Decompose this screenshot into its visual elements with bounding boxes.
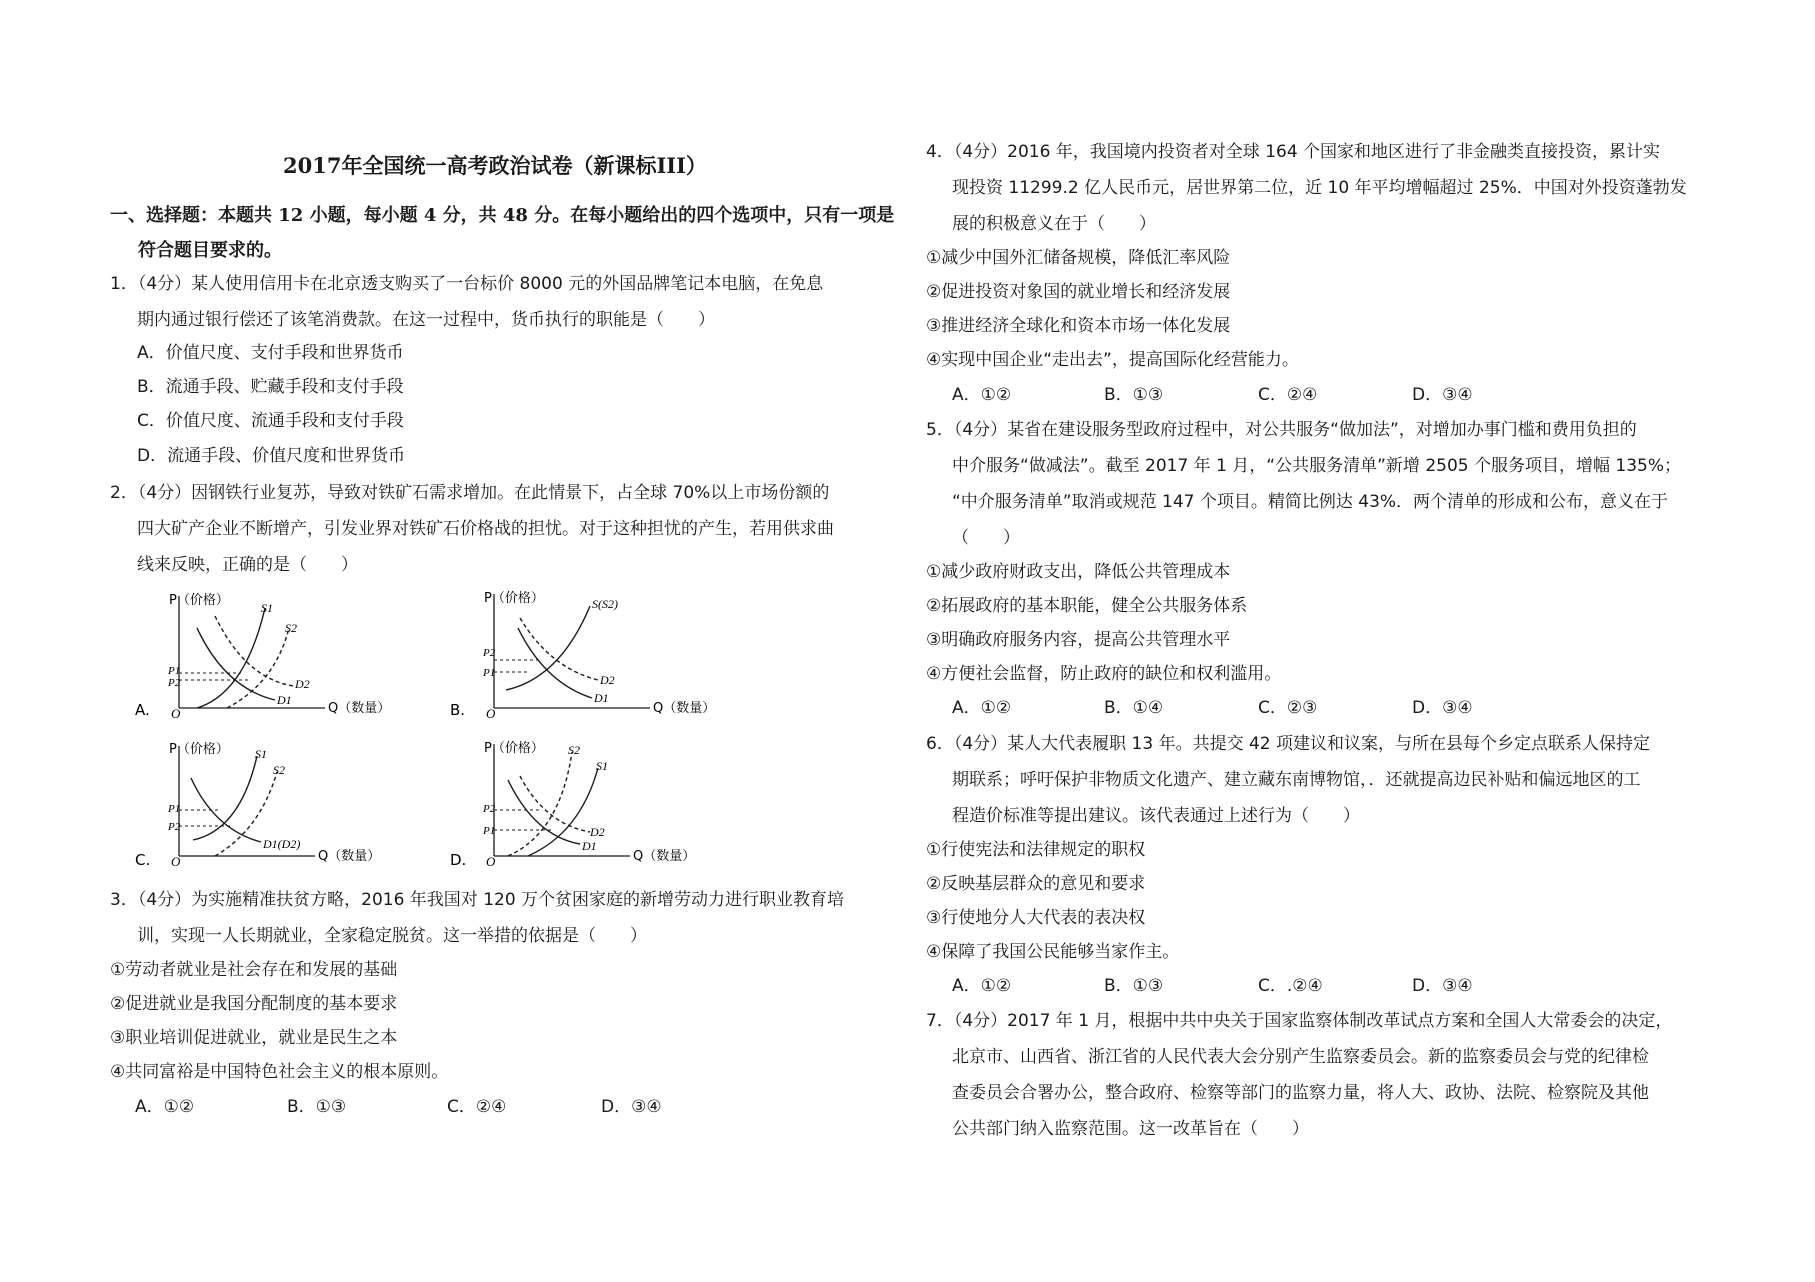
graph-d-s2-label: S2 — [568, 743, 580, 757]
q6-line1: 6．（4分）某人大代表履职 13 年。共提交 42 项建议和议案，与所在县每个乡定点联系人保持定 — [926, 734, 1651, 754]
section-heading — [110, 198, 905, 268]
q4-line2: 现投资 11299.2 亿人民币元，居世界第二位，近 10 年平均增幅超过 25%．中国对外投资蓬勃发 — [952, 178, 1687, 198]
q1-option-d: D．流通手段、价值尺度和世界货币 — [137, 446, 406, 466]
graph-d-p-axis-label: P（价格） — [484, 741, 544, 756]
graph-a-s2-label: S2 — [285, 621, 297, 635]
graph-d-supply-2 — [508, 752, 572, 856]
graph-c-q-axis-label: Q（数量） — [318, 849, 381, 864]
q6-item-4: ④保障了我国公民能够当家作主。 — [926, 942, 1180, 962]
q4-line3: 展的积极意义在于（ ） — [952, 214, 1156, 234]
q5-line2: 中介服务“做减法”。截至 2017 年 1 月，“公共服务清单”新增 2505 个服务项目，增幅 135%； — [952, 456, 1681, 476]
q5-line1: 5．（4分）某省在建设服务型政府过程中，对公共服务“做加法”，对增加办事门槛和费用负担的 — [926, 420, 1637, 440]
graph-a-label: A. — [135, 701, 150, 719]
graph-a-s1-label: S1 — [261, 601, 273, 615]
q5-option-a: A．①② — [952, 698, 1012, 718]
q5-line4: （ ） — [952, 528, 1020, 548]
page-title: 2017年全国统一高考政治试卷（新课标III） — [283, 153, 707, 178]
q3-option-a: A．①② — [135, 1097, 195, 1117]
q4-option-b: B．①③ — [1104, 385, 1164, 405]
graph-b-supply — [506, 606, 590, 690]
q2-line2: 四大矿产企业不断增产，引发业界对铁矿石价格战的担忧。对于这种担忧的产生，若用供求曲 — [137, 519, 834, 539]
q5-item-1: ①减少政府财政支出，降低公共管理成本 — [926, 562, 1231, 582]
graph-c — [135, 738, 415, 873]
q6-line3: 程造价标准等提出建议。该代表通过上述行为（ ） — [952, 806, 1360, 826]
q4-item-3: ③推进经济全球化和资本市场一体化发展 — [926, 316, 1231, 336]
q5-item-4: ④方便社会监督，防止政府的缺位和权利滥用。 — [926, 664, 1282, 684]
section-heading-line1: 一、选择题：本题共 12 小题，每小题 4 分，共 48 分。在每小题给出的四个选项中，只有一项是 — [110, 205, 895, 226]
q6-option-c: C．.②④ — [1258, 976, 1323, 996]
graph-d-origin: O — [486, 854, 496, 869]
graph-c-d-label: D1(D2) — [263, 837, 301, 851]
graph-d — [450, 738, 730, 873]
graph-a-p2-label: P2 — [168, 677, 181, 689]
q6-item-2: ②反映基层群众的意见和要求 — [926, 874, 1146, 894]
graph-c-s1-label: S1 — [255, 747, 267, 761]
graph-c-p-axis-label: P（价格） — [169, 742, 229, 757]
graph-b-s-label: S(S2) — [592, 597, 618, 611]
graph-c-label: C. — [135, 851, 151, 869]
graph-b-p-axis-label: P（价格） — [484, 591, 544, 606]
q5-option-d: D．③④ — [1412, 698, 1473, 718]
q3-item-3: ③职业培训促进就业，就业是民生之本 — [110, 1028, 398, 1048]
q3-option-c: C．②④ — [447, 1097, 507, 1117]
graph-a-d2-label: D2 — [295, 677, 310, 691]
graph-a-p1-label: P1 — [168, 665, 181, 677]
graph-b — [450, 588, 730, 723]
graph-b-demand-1 — [518, 628, 592, 698]
q6-item-1: ①行使宪法和法律规定的职权 — [926, 840, 1146, 860]
q4-item-1: ①减少中国外汇储备规模，降低汇率风险 — [926, 248, 1231, 268]
q2-line3: 线来反映，正确的是（ ） — [137, 555, 358, 575]
graph-c-origin: O — [171, 854, 181, 869]
graph-a-origin: O — [171, 706, 181, 721]
q2-line1: 2．（4分）因钢铁行业复苏，导致对铁矿石需求增加。在此情景下，占全球 70%以上市场份额的 — [110, 483, 830, 503]
graph-a-p-axis-label: P（价格） — [169, 593, 229, 608]
q6-option-b: B．①③ — [1104, 976, 1164, 996]
graph-d-demand-2 — [520, 776, 590, 832]
graph-b-demand-2 — [520, 618, 598, 680]
q6-option-a: A．①② — [952, 976, 1012, 996]
section-heading-line2: 符合题目要求的。 — [138, 240, 282, 261]
graph-b-d1-label: D1 — [594, 691, 609, 705]
q1-option-c: C．价值尺度、流通手段和支付手段 — [137, 411, 404, 431]
q7-line3: 查委员会合署办公，整合政府、检察等部门的监察力量，将人大、政协、法院、检察院及其他 — [952, 1083, 1649, 1103]
q7-line2: 北京市、山西省、浙江省的人民代表大会分别产生监察委员会。新的监察委员会与党的纪律检 — [952, 1047, 1649, 1067]
q5-item-3: ③明确政府服务内容，提高公共管理水平 — [926, 630, 1231, 650]
q4-option-a: A．①② — [952, 385, 1012, 405]
q3-item-1: ①劳动者就业是社会存在和发展的基础 — [110, 960, 398, 980]
q3-option-b: B．①③ — [287, 1097, 347, 1117]
q5-item-2: ②拓展政府的基本职能，健全公共服务体系 — [926, 596, 1248, 616]
q3-item-2: ②促进就业是我国分配制度的基本要求 — [110, 994, 398, 1014]
graph-b-p2-label: P2 — [483, 647, 496, 659]
q1-option-b: B．流通手段、贮藏手段和支付手段 — [137, 377, 404, 397]
graph-d-p2-label: P2 — [483, 803, 496, 815]
graph-b-origin: O — [486, 706, 496, 721]
q5-option-b: B．①④ — [1104, 698, 1164, 718]
q7-line4: 公共部门纳入监察范围。这一改革旨在（ ） — [952, 1119, 1309, 1139]
graph-c-p2-label: P2 — [168, 821, 181, 833]
q4-line1: 4．（4分）2016 年，我国境内投资者对全球 164 个国家和地区进行了非金融类直接投资，累计实 — [926, 142, 1661, 162]
q5-option-c: C．②③ — [1258, 698, 1318, 718]
graph-d-d2-label: D2 — [590, 825, 605, 839]
graph-d-d1-label: D1 — [582, 839, 597, 853]
q3-line1: 3．（4分）为实施精准扶贫方略，2016 年我国对 120 万个贫困家庭的新增劳动力进行职业教育培 — [110, 890, 845, 910]
graph-a-d1-label: D1 — [277, 693, 292, 707]
q4-item-2: ②促进投资对象国的就业增长和经济发展 — [926, 282, 1231, 302]
q7-line1: 7．（4分）2017 年 1 月，根据中共中央关于国家监察体制改革试点方案和全国人大常委会的决定， — [926, 1011, 1673, 1031]
graph-a-q-axis-label: Q（数量） — [328, 701, 391, 716]
graph-d-label: D. — [450, 851, 467, 869]
q4-option-c: C．②④ — [1258, 385, 1318, 405]
q6-item-3: ③行使地分人大代表的表决权 — [926, 908, 1146, 928]
graph-d-s1-label: S1 — [596, 759, 608, 773]
graph-b-q-axis-label: Q（数量） — [653, 701, 716, 716]
q3-line2: 训，实现一人长期就业，全家稳定脱贫。这一举措的依据是（ ） — [137, 926, 647, 946]
q4-option-d: D．③④ — [1412, 385, 1473, 405]
q4-item-4: ④实现中国企业“走出去”，提高国际化经营能力。 — [926, 350, 1299, 370]
q5-line3: “中介服务清单”取消或规范 147 个项目。精简比例达 43%．两个清单的形成和公布，意义在于 — [952, 492, 1669, 512]
q3-item-4: ④共同富裕是中国特色社会主义的根本原则。 — [110, 1062, 449, 1082]
q3-option-d: D．③④ — [601, 1097, 662, 1117]
graph-c-p1-label: P1 — [168, 803, 181, 815]
graph-b-label: B. — [450, 701, 466, 719]
q6-option-d: D．③④ — [1412, 976, 1473, 996]
graph-c-demand — [191, 778, 261, 842]
graph-d-demand-1 — [508, 780, 580, 844]
graph-c-s2-label: S2 — [273, 763, 285, 777]
q1-line2: 期内通过银行偿还了该笔消费款。在这一过程中，货币执行的职能是（ ） — [137, 310, 715, 330]
q1-line1: 1．（4分）某人使用信用卡在北京透支购买了一台标价 8000 元的外国品牌笔记本电脑，在免息 — [110, 274, 824, 294]
graph-b-d2-label: D2 — [600, 673, 615, 687]
q6-line2: 期联系；呼吁保护非物质文化遗产、建立藏东南博物馆，．还就提高边民补贴和偏远地区的工 — [952, 770, 1641, 790]
graph-a — [135, 588, 395, 723]
graph-d-q-axis-label: Q（数量） — [633, 849, 696, 864]
graph-d-p1-label: P1 — [483, 825, 496, 837]
q1-option-a: A．价值尺度、支付手段和世界货币 — [137, 343, 404, 363]
graph-b-p1-label: P1 — [483, 667, 496, 679]
graph-a-demand-1 — [197, 628, 275, 700]
